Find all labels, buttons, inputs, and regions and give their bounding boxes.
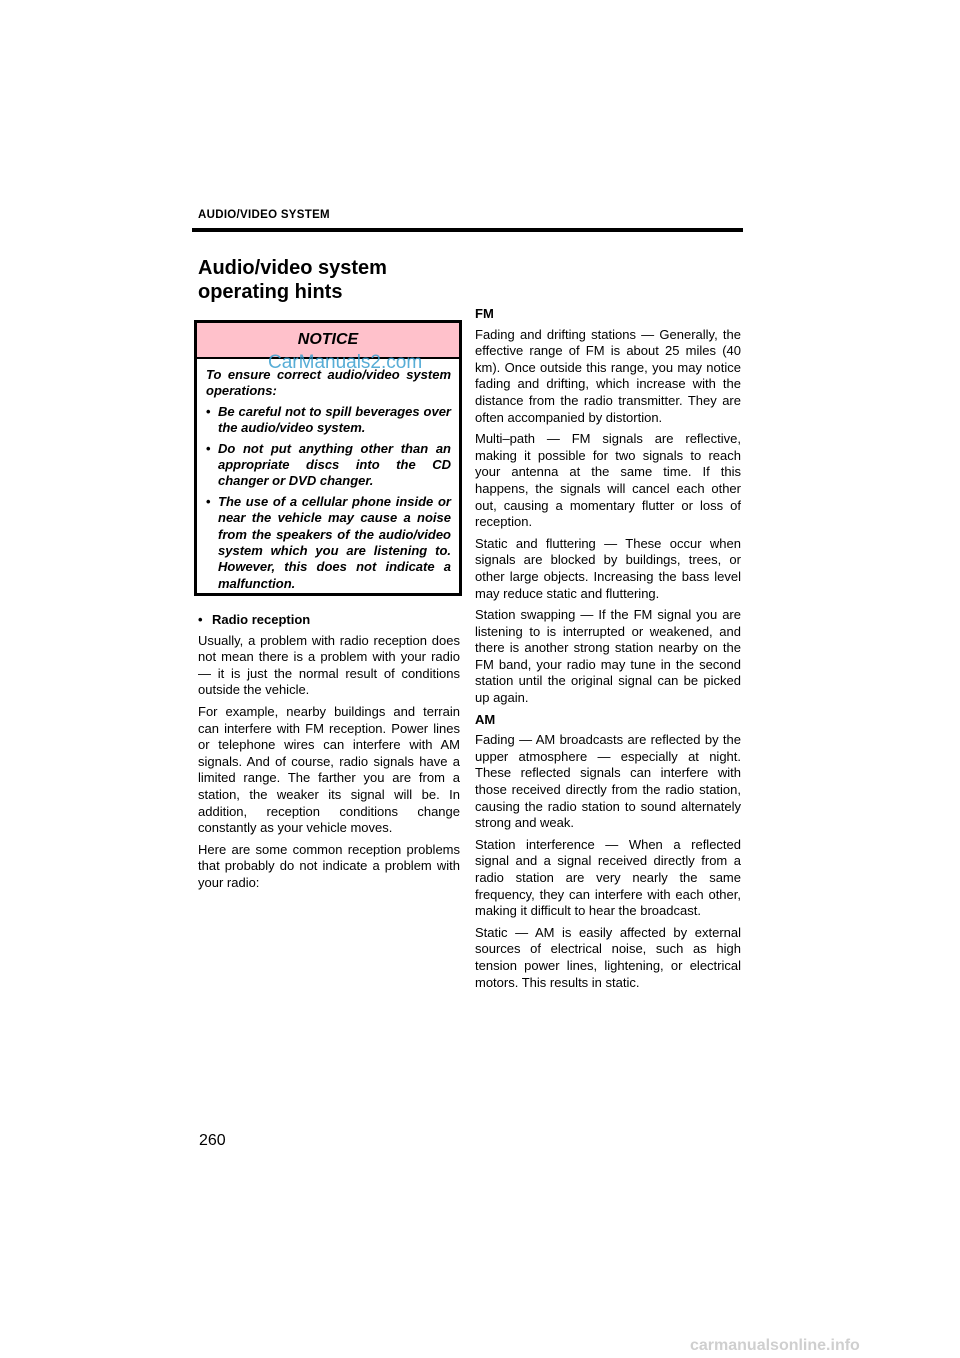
notice-bullet: • The use of a cellular phone inside or near the vehicle may cause a noise from the speakers of the audio/video system which you are listening to. However, this does not indicate a malfunction.: [206, 494, 451, 592]
notice-bullet: • Be careful not to spill beverages over the audio/video system.: [206, 404, 451, 437]
paragraph: Station swapping — If the FM signal you are listening to is interrupted or weakened, and there is another strong station nearby on the FM band, your radio may tune in the second station until the original signal can be picked up again.: [475, 607, 741, 706]
paragraph: Usually, a problem with radio reception does not mean there is a problem with your radio — it is just the normal result of conditions outside the vehicle.: [198, 632, 460, 698]
watermark: CarManuals2.com: [268, 352, 423, 373]
page-number: 260: [199, 1132, 226, 1149]
footer-watermark: carmanualsonline.info: [690, 1337, 860, 1354]
paragraph: Static and fluttering — These occur when signals are blocked by buildings, trees, or other large objects. Increasing the bass level may reduce static and fluttering.: [475, 535, 741, 601]
header-rule: [192, 228, 743, 232]
notice-bullet: • Do not put anything other than an appropriate discs into the CD changer or DVD changer.: [206, 441, 451, 490]
paragraph: Here are some common reception problems that probably do not indicate a problem with your radio:: [198, 841, 460, 890]
paragraph: Station interference — When a reflected signal and a signal received directly from a radio station are very nearly the same frequency, they can interfere with each other, making it difficult to hear the broadcast.: [475, 836, 741, 919]
right-column: [475, 306, 741, 996]
notice-heading: NOTICE: [197, 323, 459, 359]
am-heading: AM: [475, 711, 496, 727]
page-title-line-2: operating hints: [198, 281, 343, 303]
notice-body: [197, 359, 459, 592]
paragraph: For example, nearby buildings and terrain can interfere with FM reception. Power lines or telephone wires can interfere with AM signals. And of course, radio signals have a limited range. The farther you are from a station, the weaker its signal will be. In addition, reception conditions change constantly as your vehicle moves.: [198, 703, 460, 836]
paragraph: Fading — AM broadcasts are reflected by the upper atmosphere — especially at night. These reflected signals can interfere with those received directly from the radio station, causing the radio station to sound alternately strong and weak.: [475, 732, 741, 831]
notice-intro: To ensure correct audio/video system operations:: [206, 367, 451, 399]
section-header: AUDIO/VIDEO SYSTEM: [198, 209, 330, 221]
paragraph: Fading and drifting stations — Generally, the effective range of FM is about 25 miles (40 km). Once outside this range, you may notice fading and drifting, which increase with the distance from the radio transmitter. They are often accompanied by distortion.: [475, 326, 741, 425]
page-title: [198, 256, 387, 304]
radio-reception-heading: • Radio reception: [198, 612, 460, 629]
left-column: [198, 612, 460, 897]
paragraph: Static — AM is easily affected by external sources of electrical noise, such as high tension power lines, lightening, or electrical motors. This results in static.: [475, 924, 741, 990]
page-title-line-1: Audio/video system: [198, 257, 387, 279]
fm-heading: FM: [475, 306, 494, 321]
paragraph: Multi–path — FM signals are reflective, making it possible for two signals to reach your antenna at the same time. If this happens, the signals will cancel each other out, causing a momentary flutter or loss of reception.: [475, 431, 741, 530]
